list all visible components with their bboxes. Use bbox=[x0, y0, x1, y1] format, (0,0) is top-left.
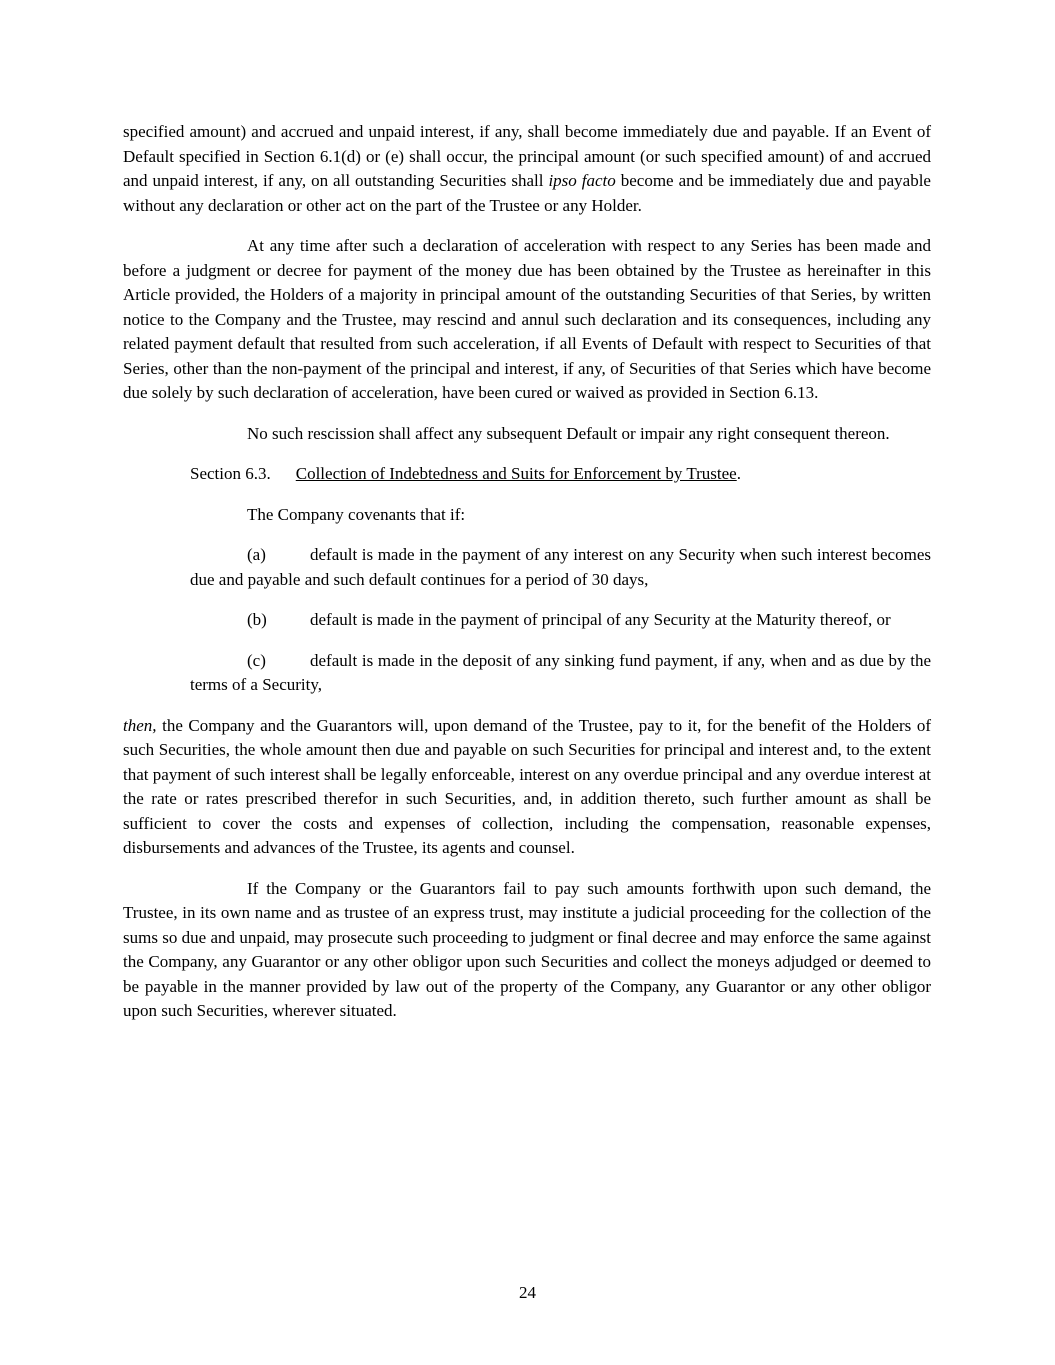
list-item-text: default is made in the payment of any interest on any Security when such interest becomes due and payable and such default continues for a period of 30 days, bbox=[190, 545, 931, 589]
page-number: 24 bbox=[519, 1282, 536, 1302]
paragraph-text: The Company covenants that if: bbox=[247, 504, 466, 524]
list-item bbox=[190, 649, 931, 698]
paragraph-text: At any time after such a declaration of acceleration with respect to any Series has been made and before a judgment or decree for payment of the money due has been obtained by the Trustee as hereinafter in this Article provided, the Holders of a majority in principal amount of the outstanding Securities of that Series, by written notice to the Company and the Trustee, may rescind and annul such declaration and its consequences, including any related payment default that resulted from such acceleration, if all Events of Default with respect to Securities of that Series, other than the non-payment of the principal and interest, if any, of Securities of that Series which have become due solely by such declaration of acceleration, have been cured or waived as provided in Section 6.13. bbox=[123, 236, 931, 402]
paragraph-text: specified amount) and accrued and unpaid interest, if any, shall become immediately due and payable. If an Event of Default specified in Section 6.1(d) or (e) shall occur, the principal amount (or such specified amount) of and accrued and unpaid interest, if any, on all outstanding Securities shall bbox=[123, 122, 931, 190]
paragraph-text: If the Company or the Guarantors fail to pay such amounts forthwith upon such demand, the Trustee, in its own name and as trustee of an express trust, may institute a judicial proceeding for the collection of the sums so due and unpaid, may prosecute such proceeding to judgment or final decree and may enforce the same against the Company, any Guarantor or any other obligor upon such Securities and collect the moneys adjudged or deemed to be payable in the manner provided by law out of the property of the Company, any Guarantor or any other obligor upon such Securities, wherever situated. bbox=[123, 878, 931, 1020]
paragraph bbox=[123, 234, 931, 406]
paragraph bbox=[123, 422, 931, 447]
paragraph bbox=[123, 120, 931, 218]
section-title-suffix: . bbox=[736, 464, 741, 483]
list-item-label: (b) bbox=[247, 610, 267, 629]
section-title: Collection of Indebtedness and Suits for Enforcement by Trustee bbox=[295, 464, 737, 483]
section-number: Section 6.3. bbox=[190, 464, 271, 483]
paragraph bbox=[123, 714, 931, 861]
paragraph bbox=[123, 503, 931, 528]
italic-run: ipso facto bbox=[548, 171, 616, 190]
paragraph-text: become and be immediately due and payable without any declaration or other act on the part of the Trustee or any Holder. bbox=[123, 171, 931, 215]
paragraph bbox=[123, 877, 931, 1024]
list-item bbox=[190, 608, 931, 633]
paragraph-text: the Company and the Guarantors will, upon demand of the Trustee, pay to it, for the benefit of the Holders of such Securities, the whole amount then due and payable on such Securities for principal and interest and, to the extent that payment of such interest shall be legally enforceable, interest on any overdue principal and any overdue interest at the rate or rates prescribed therefor in such Securities, and, in addition thereto, such further amount as shall be sufficient to cover the costs and expenses of collection, including the compensation, reasonable expenses, disbursements and advances of the Trustee, its agents and counsel. bbox=[123, 715, 931, 857]
list-item-label: (a) bbox=[247, 545, 266, 564]
section-heading bbox=[190, 462, 931, 487]
italic-run: then, bbox=[123, 715, 157, 735]
list-item-text: default is made in the deposit of any sinking fund payment, if any, when and as due by the terms of a Security, bbox=[190, 650, 931, 694]
list-item bbox=[190, 543, 931, 592]
paragraph-text: No such rescission shall affect any subsequent Default or impair any right consequent thereon. bbox=[247, 423, 890, 443]
list-item-text: default is made in the payment of principal of any Security at the Maturity thereof, or bbox=[310, 610, 891, 629]
document-content bbox=[123, 120, 931, 1040]
list-item-label: (c) bbox=[247, 650, 266, 670]
